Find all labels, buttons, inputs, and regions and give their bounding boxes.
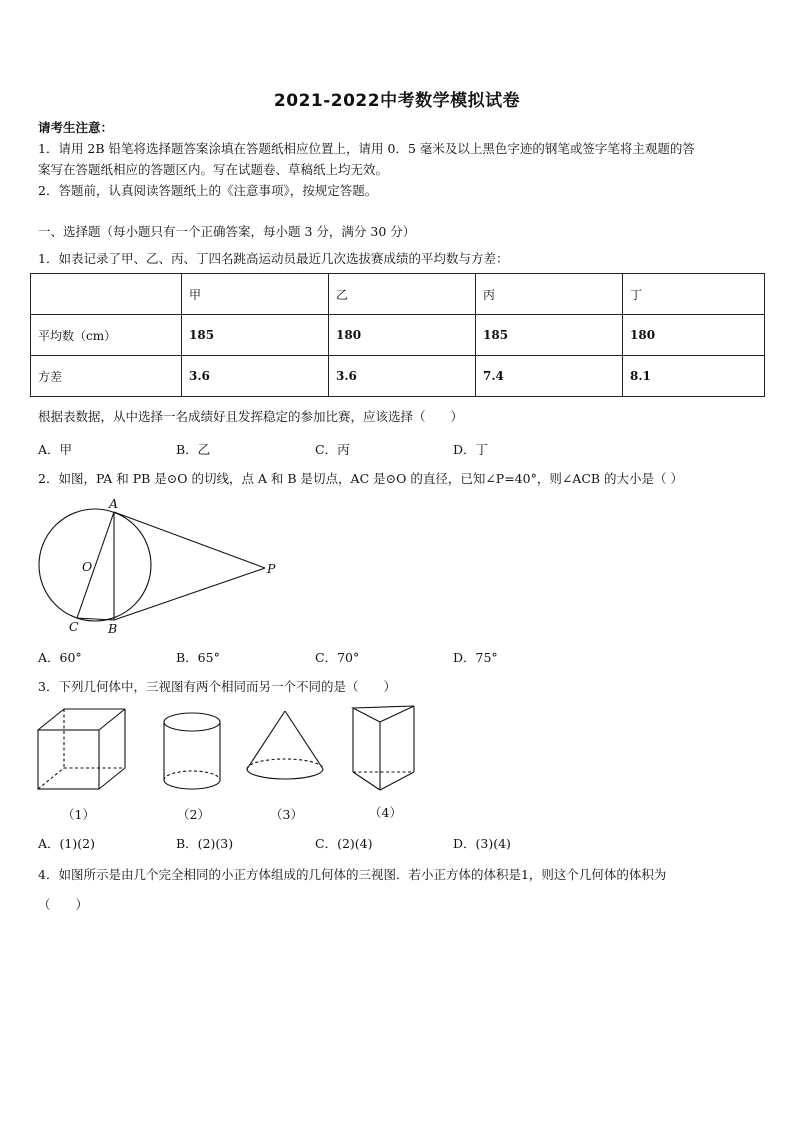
q2-option-a[interactable]: A．60° [38, 650, 82, 665]
figure-label-3: （3） [270, 807, 303, 822]
figure-label-4: （4） [369, 805, 402, 820]
figure-label-2: （2） [177, 807, 210, 822]
q2-stem: 2．如图，PA 和 PB 是⊙O 的切线，点 A 和 B 是切点，AC 是⊙O 的直径，已知∠P=40°，则∠ACB 的大小是（ ） [38, 471, 684, 486]
q3-option-b[interactable]: B．(2)(3) [176, 836, 234, 851]
table-cell: 180 [623, 315, 765, 356]
page-title: 2021-2022中考数学模拟试卷 [273, 91, 521, 111]
section-heading: 一、选择题（每小题只有一个正确答案，每小题 3 分，满分 30 分） [38, 224, 416, 239]
table-cell: 3.6 [182, 356, 329, 397]
row-label: 平均数（cm） [31, 315, 182, 356]
q2-option-d[interactable]: D．75° [453, 650, 498, 665]
q2-option-c[interactable]: C．70° [315, 650, 360, 665]
notice-line-1: 1．请用 2B 铅笔将选择题答案涂填在答题纸相应位置上，请用 0．5 毫米及以上黑色字迹的钢笔或签字笔将主观题的答 [38, 141, 695, 156]
table-header-cell: 乙 [329, 274, 476, 315]
q1-question: 根据表数据，从中选择一名成绩好且发挥稳定的参加比赛，应该选择（ ） [38, 409, 464, 424]
q2-option-b[interactable]: B．65° [176, 650, 220, 665]
table-header-cell: 丁 [623, 274, 765, 315]
notice-line-3: 2．答题前，认真阅读答题纸上的《注意事项》，按规定答题。 [38, 183, 378, 198]
q1-stem: 1．如表记录了甲、乙、丙、丁四名跳高运动员最近几次选拔赛成绩的平均数与方差： [38, 251, 509, 266]
q3-stem: 3．下列几何体中，三视图有两个相同而另一个不同的是（ ） [38, 679, 396, 694]
label-c: C [69, 619, 79, 634]
notice-heading: 请考生注意： [38, 120, 114, 135]
label-a: A [109, 496, 119, 511]
table-cell: 8.1 [623, 356, 765, 397]
row-label: 方差 [31, 356, 182, 397]
table-cell: 185 [476, 315, 623, 356]
q3-option-a[interactable]: A．(1)(2) [38, 836, 95, 851]
table-header-cell: 丙 [476, 274, 623, 315]
label-b: B [108, 621, 118, 636]
label-o: O [82, 559, 93, 574]
q4-blank: （ ） [38, 897, 89, 912]
figure-label-1: （1） [62, 807, 95, 822]
label-p: P [267, 561, 276, 576]
table-cell: 7.4 [476, 356, 623, 397]
q1-option-b[interactable]: B．乙 [176, 442, 211, 457]
q1-option-c[interactable]: C．丙 [315, 442, 350, 457]
q4-stem: 4．如图所示是由几个完全相同的小正方体组成的几何体的三视图．若小正方体的体积是1，则这个几何体的体积为 [38, 867, 667, 882]
q3-option-d[interactable]: D．(3)(4) [453, 836, 511, 851]
table-cell: 185 [182, 315, 329, 356]
table-cell: 3.6 [329, 356, 476, 397]
table-cell: 180 [329, 315, 476, 356]
q3-option-c[interactable]: C．(2)(4) [315, 836, 373, 851]
q1-option-a[interactable]: A．甲 [38, 442, 73, 457]
q1-option-d[interactable]: D．丁 [453, 442, 489, 457]
notice-line-2: 案写在答题纸相应的答题区内。写在试题卷、草稿纸上均无效。 [38, 162, 389, 177]
table-header-cell: 甲 [182, 274, 329, 315]
